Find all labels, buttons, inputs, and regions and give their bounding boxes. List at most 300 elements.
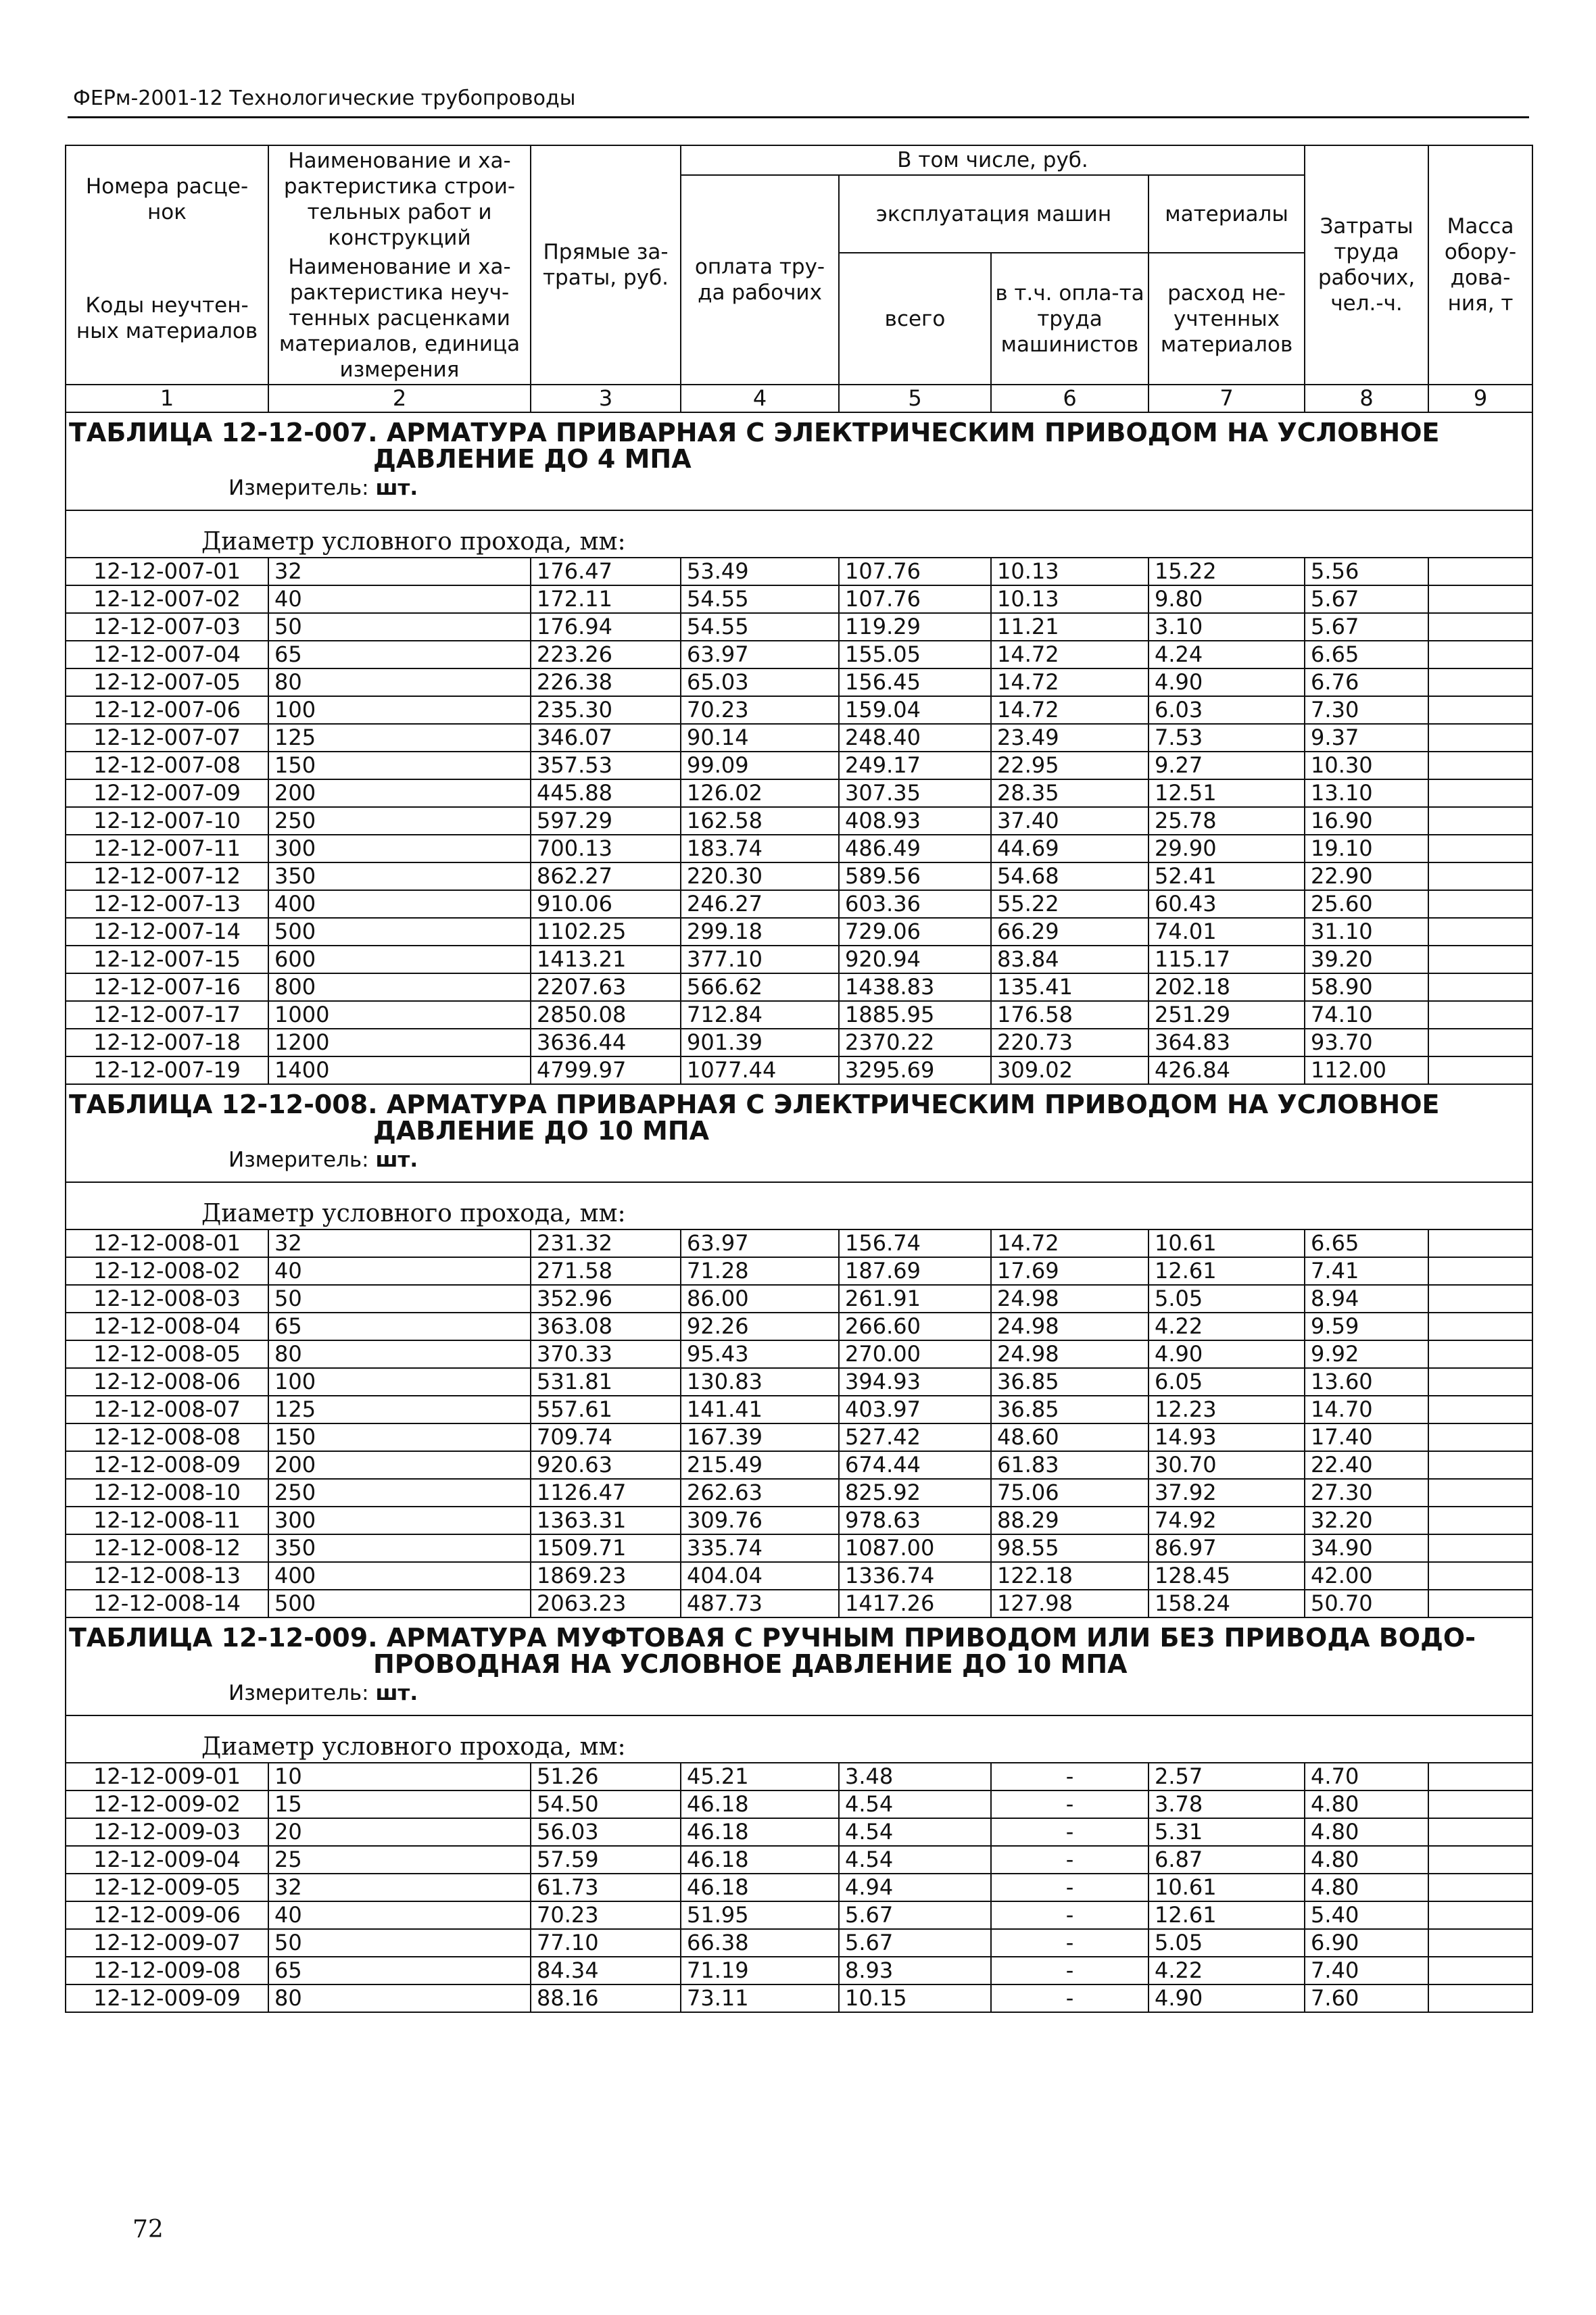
table-row — [66, 1590, 1532, 1617]
worker-wages: 45.21 — [681, 1763, 839, 1790]
rate-code: 12-12-008-02 — [66, 1257, 268, 1285]
material-consumption: 4.90 — [1148, 668, 1305, 696]
worker-wages: 487.73 — [681, 1590, 839, 1617]
direct-costs: 56.03 — [531, 1818, 681, 1846]
table-row — [66, 918, 1532, 946]
equipment-mass — [1428, 862, 1532, 890]
machines-total: 156.74 — [839, 1229, 991, 1257]
nominal-diameter: 40 — [268, 585, 531, 613]
column-number: 1 — [66, 385, 268, 412]
labor-hours: 74.10 — [1305, 1001, 1428, 1029]
table-row — [66, 946, 1532, 973]
table-row — [66, 1790, 1532, 1818]
material-consumption: 202.18 — [1148, 973, 1305, 1001]
equipment-mass — [1428, 946, 1532, 973]
machinist-wages: - — [991, 1957, 1148, 1984]
worker-wages: 141.41 — [681, 1396, 839, 1423]
direct-costs: 3636.44 — [531, 1029, 681, 1056]
machines-total: 5.67 — [839, 1929, 991, 1957]
table-row — [66, 641, 1532, 668]
nominal-diameter: 20 — [268, 1818, 531, 1846]
measure-unit-line — [66, 1679, 1532, 1715]
nominal-diameter: 500 — [268, 1590, 531, 1617]
direct-costs: 61.73 — [531, 1874, 681, 1901]
table-row — [66, 1340, 1532, 1368]
equipment-mass — [1428, 1229, 1532, 1257]
rate-code: 12-12-008-12 — [66, 1534, 268, 1562]
worker-wages: 1077.44 — [681, 1056, 839, 1084]
nominal-diameter: 400 — [268, 890, 531, 918]
nominal-diameter: 25 — [268, 1846, 531, 1874]
rate-code: 12-12-009-08 — [66, 1957, 268, 1984]
direct-costs: 700.13 — [531, 835, 681, 862]
labor-hours: 6.90 — [1305, 1929, 1428, 1957]
machinist-wages: 10.13 — [991, 585, 1148, 613]
machines-total: 156.45 — [839, 668, 991, 696]
machines-total: 119.29 — [839, 613, 991, 641]
direct-costs: 1509.71 — [531, 1534, 681, 1562]
rate-code: 12-12-007-10 — [66, 807, 268, 835]
machines-total: 248.40 — [839, 724, 991, 752]
section-title-line2: ДАВЛЕНИЕ ДО 4 МПА — [373, 444, 692, 474]
machines-total: 4.54 — [839, 1790, 991, 1818]
direct-costs: 910.06 — [531, 890, 681, 918]
material-consumption: 4.22 — [1148, 1957, 1305, 1984]
worker-wages: 73.11 — [681, 1984, 839, 2012]
material-consumption: 115.17 — [1148, 946, 1305, 973]
worker-wages: 126.02 — [681, 779, 839, 807]
measure-unit: шт. — [375, 1681, 418, 1705]
worker-wages: 404.04 — [681, 1562, 839, 1590]
direct-costs: 709.74 — [531, 1423, 681, 1451]
material-consumption: 4.90 — [1148, 1984, 1305, 2012]
machinist-wages: 36.85 — [991, 1368, 1148, 1396]
labor-hours: 13.60 — [1305, 1368, 1428, 1396]
labor-hours: 13.10 — [1305, 779, 1428, 807]
labor-hours: 6.76 — [1305, 668, 1428, 696]
machines-total: 408.93 — [839, 807, 991, 835]
table-row — [66, 890, 1532, 918]
header-materials: материалы — [1148, 175, 1305, 253]
material-consumption: 52.41 — [1148, 862, 1305, 890]
direct-costs: 271.58 — [531, 1257, 681, 1285]
equipment-mass — [1428, 1818, 1532, 1846]
rate-code: 12-12-007-16 — [66, 973, 268, 1001]
direct-costs: 557.61 — [531, 1396, 681, 1423]
nominal-diameter: 50 — [268, 613, 531, 641]
material-consumption: 5.05 — [1148, 1285, 1305, 1313]
table-row — [66, 1957, 1532, 1984]
machines-total: 4.54 — [839, 1818, 991, 1846]
direct-costs: 231.32 — [531, 1229, 681, 1257]
direct-costs: 1363.31 — [531, 1507, 681, 1534]
rate-code: 12-12-007-11 — [66, 835, 268, 862]
machinist-wages: 24.98 — [991, 1340, 1148, 1368]
material-consumption: 4.24 — [1148, 641, 1305, 668]
material-consumption: 10.61 — [1148, 1874, 1305, 1901]
nominal-diameter: 80 — [268, 668, 531, 696]
table-row — [66, 1479, 1532, 1507]
material-consumption: 364.83 — [1148, 1029, 1305, 1056]
nominal-diameter: 65 — [268, 641, 531, 668]
nominal-diameter: 1200 — [268, 1029, 531, 1056]
table-row — [66, 1929, 1532, 1957]
nominal-diameter: 80 — [268, 1340, 531, 1368]
material-consumption: 3.10 — [1148, 613, 1305, 641]
nominal-diameter: 200 — [268, 1451, 531, 1479]
table-row — [66, 1396, 1532, 1423]
equipment-mass — [1428, 890, 1532, 918]
material-consumption: 158.24 — [1148, 1590, 1305, 1617]
equipment-mass — [1428, 1790, 1532, 1818]
direct-costs: 88.16 — [531, 1984, 681, 2012]
table-number: ТАБЛИЦА 12-12-009. — [69, 1623, 378, 1653]
column-numbers-row — [66, 385, 1532, 412]
nominal-diameter: 350 — [268, 862, 531, 890]
rates-table — [65, 145, 1533, 2013]
machines-total: 589.56 — [839, 862, 991, 890]
direct-costs: 352.96 — [531, 1285, 681, 1313]
measure-row — [66, 474, 1532, 510]
measure-label: Измеритель: — [228, 1681, 369, 1705]
material-consumption: 74.01 — [1148, 918, 1305, 946]
machinist-wages: 98.55 — [991, 1534, 1148, 1562]
rate-code: 12-12-007-05 — [66, 668, 268, 696]
nominal-diameter: 100 — [268, 696, 531, 724]
diameter-row — [66, 510, 1532, 558]
material-consumption: 86.97 — [1148, 1534, 1305, 1562]
header-machines: эксплуатация машин — [839, 175, 1148, 253]
equipment-mass — [1428, 1929, 1532, 1957]
worker-wages: 70.23 — [681, 696, 839, 724]
table-row — [66, 1763, 1532, 1790]
machinist-wages: 75.06 — [991, 1479, 1148, 1507]
labor-hours: 7.30 — [1305, 696, 1428, 724]
machines-total: 8.93 — [839, 1957, 991, 1984]
machinist-wages: 127.98 — [991, 1590, 1148, 1617]
machinist-wages: 24.98 — [991, 1285, 1148, 1313]
section-title-line1: АРМАТУРА ПРИВАРНАЯ С ЭЛЕКТРИЧЕСКИМ ПРИВОДОМ НА УСЛОВНОЕ — [386, 418, 1440, 447]
machines-total: 107.76 — [839, 558, 991, 585]
machines-total: 270.00 — [839, 1340, 991, 1368]
material-consumption: 12.51 — [1148, 779, 1305, 807]
machinist-wages: 17.69 — [991, 1257, 1148, 1285]
rate-code: 12-12-009-03 — [66, 1818, 268, 1846]
machinist-wages: 54.68 — [991, 862, 1148, 890]
header-including: В том числе, руб. — [681, 145, 1305, 175]
worker-wages: 46.18 — [681, 1790, 839, 1818]
direct-costs: 4799.97 — [531, 1056, 681, 1084]
equipment-mass — [1428, 1479, 1532, 1507]
machinist-wages: 14.72 — [991, 641, 1148, 668]
rate-code: 12-12-007-18 — [66, 1029, 268, 1056]
worker-wages: 130.83 — [681, 1368, 839, 1396]
diameter-row — [66, 1182, 1532, 1229]
machinist-wages: 23.49 — [991, 724, 1148, 752]
labor-hours: 6.65 — [1305, 1229, 1428, 1257]
direct-costs: 1413.21 — [531, 946, 681, 973]
rate-code: 12-12-009-09 — [66, 1984, 268, 2012]
column-number: 4 — [681, 385, 839, 412]
machinist-wages: 135.41 — [991, 973, 1148, 1001]
worker-wages: 71.19 — [681, 1957, 839, 1984]
direct-costs: 51.26 — [531, 1763, 681, 1790]
table-row — [66, 779, 1532, 807]
diameter-label: Диаметр условного прохода, мм: — [66, 1182, 1532, 1229]
material-consumption: 29.90 — [1148, 835, 1305, 862]
worker-wages: 65.03 — [681, 668, 839, 696]
direct-costs: 1126.47 — [531, 1479, 681, 1507]
machines-total: 4.94 — [839, 1874, 991, 1901]
machines-total: 1087.00 — [839, 1534, 991, 1562]
worker-wages: 86.00 — [681, 1285, 839, 1313]
nominal-diameter: 600 — [268, 946, 531, 973]
machinist-wages: - — [991, 1846, 1148, 1874]
header-mass: Масса обору-дова-ния, т — [1428, 145, 1532, 385]
material-consumption: 9.27 — [1148, 752, 1305, 779]
equipment-mass — [1428, 1029, 1532, 1056]
material-consumption: 6.87 — [1148, 1846, 1305, 1874]
machines-total: 5.67 — [839, 1901, 991, 1929]
table-row — [66, 1368, 1532, 1396]
machines-total: 1438.83 — [839, 973, 991, 1001]
direct-costs: 70.23 — [531, 1901, 681, 1929]
nominal-diameter: 300 — [268, 835, 531, 862]
diameter-label: Диаметр условного прохода, мм: — [66, 1715, 1532, 1763]
labor-hours: 22.90 — [1305, 862, 1428, 890]
worker-wages: 46.18 — [681, 1846, 839, 1874]
rate-code: 12-12-009-04 — [66, 1846, 268, 1874]
direct-costs: 176.47 — [531, 558, 681, 585]
machinist-wages: - — [991, 1763, 1148, 1790]
nominal-diameter: 200 — [268, 779, 531, 807]
table-row — [66, 1534, 1532, 1562]
worker-wages: 309.76 — [681, 1507, 839, 1534]
header-wages: оплата тру-да рабочих — [681, 175, 839, 385]
rate-code: 12-12-007-01 — [66, 558, 268, 585]
material-consumption: 25.78 — [1148, 807, 1305, 835]
direct-costs: 1869.23 — [531, 1562, 681, 1590]
table-row — [66, 1257, 1532, 1285]
labor-hours: 58.90 — [1305, 973, 1428, 1001]
header-machines-total: всего — [839, 253, 991, 385]
nominal-diameter: 100 — [268, 1368, 531, 1396]
nominal-diameter: 32 — [268, 558, 531, 585]
machines-total: 403.97 — [839, 1396, 991, 1423]
nominal-diameter: 15 — [268, 1790, 531, 1818]
worker-wages: 246.27 — [681, 890, 839, 918]
rate-code: 12-12-009-02 — [66, 1790, 268, 1818]
equipment-mass — [1428, 1901, 1532, 1929]
machinist-wages: 44.69 — [991, 835, 1148, 862]
material-consumption: 37.92 — [1148, 1479, 1305, 1507]
nominal-diameter: 300 — [268, 1507, 531, 1534]
labor-hours: 4.70 — [1305, 1763, 1428, 1790]
nominal-diameter: 10 — [268, 1763, 531, 1790]
labor-hours: 4.80 — [1305, 1790, 1428, 1818]
equipment-mass — [1428, 835, 1532, 862]
nominal-diameter: 400 — [268, 1562, 531, 1590]
material-consumption: 74.92 — [1148, 1507, 1305, 1534]
worker-wages: 92.26 — [681, 1313, 839, 1340]
page-number: 72 — [132, 2216, 164, 2243]
equipment-mass — [1428, 1590, 1532, 1617]
section-title — [66, 1617, 1532, 1679]
labor-hours: 5.56 — [1305, 558, 1428, 585]
rate-code: 12-12-007-09 — [66, 779, 268, 807]
labor-hours: 31.10 — [1305, 918, 1428, 946]
section-title-line1: АРМАТУРА ПРИВАРНАЯ С ЭЛЕКТРИЧЕСКИМ ПРИВОДОМ НА УСЛОВНОЕ — [386, 1090, 1440, 1119]
nominal-diameter: 40 — [268, 1257, 531, 1285]
nominal-diameter: 50 — [268, 1285, 531, 1313]
labor-hours: 9.37 — [1305, 724, 1428, 752]
rate-code: 12-12-008-03 — [66, 1285, 268, 1313]
machinist-wages: 37.40 — [991, 807, 1148, 835]
material-consumption: 5.05 — [1148, 1929, 1305, 1957]
section-title-line1: АРМАТУРА МУФТОВАЯ С РУЧНЫМ ПРИВОДОМ ИЛИ БЕЗ ПРИВОДА ВОДО- — [386, 1623, 1476, 1653]
table-row — [66, 1056, 1532, 1084]
rate-code: 12-12-009-01 — [66, 1763, 268, 1790]
machines-total: 729.06 — [839, 918, 991, 946]
material-consumption: 12.61 — [1148, 1901, 1305, 1929]
labor-hours: 4.80 — [1305, 1846, 1428, 1874]
nominal-diameter: 65 — [268, 1313, 531, 1340]
machinist-wages: 48.60 — [991, 1423, 1148, 1451]
material-consumption: 3.78 — [1148, 1790, 1305, 1818]
material-consumption: 6.03 — [1148, 696, 1305, 724]
rate-code: 12-12-007-06 — [66, 696, 268, 724]
section-title — [66, 412, 1532, 474]
column-number: 8 — [1305, 385, 1428, 412]
worker-wages: 262.63 — [681, 1479, 839, 1507]
direct-costs: 172.11 — [531, 585, 681, 613]
rate-code: 12-12-009-05 — [66, 1874, 268, 1901]
table-row — [66, 862, 1532, 890]
material-consumption: 2.57 — [1148, 1763, 1305, 1790]
table-row — [66, 1451, 1532, 1479]
diameter-row — [66, 1715, 1532, 1763]
header-labor: Затраты труда рабочих, чел.-ч. — [1305, 145, 1428, 385]
section-title-row — [66, 1617, 1532, 1679]
table-row — [66, 558, 1532, 585]
measure-row — [66, 1146, 1532, 1182]
table-row — [66, 752, 1532, 779]
machinist-wages: - — [991, 1818, 1148, 1846]
rate-code: 12-12-007-14 — [66, 918, 268, 946]
equipment-mass — [1428, 918, 1532, 946]
table-row — [66, 1001, 1532, 1029]
direct-costs: 223.26 — [531, 641, 681, 668]
rate-code: 12-12-008-06 — [66, 1368, 268, 1396]
rate-code: 12-12-008-14 — [66, 1590, 268, 1617]
equipment-mass — [1428, 1874, 1532, 1901]
material-consumption: 12.23 — [1148, 1396, 1305, 1423]
equipment-mass — [1428, 1368, 1532, 1396]
machinist-wages: 14.72 — [991, 696, 1148, 724]
equipment-mass — [1428, 724, 1532, 752]
material-consumption: 251.29 — [1148, 1001, 1305, 1029]
direct-costs: 77.10 — [531, 1929, 681, 1957]
material-consumption: 4.90 — [1148, 1340, 1305, 1368]
labor-hours: 16.90 — [1305, 807, 1428, 835]
table-row — [66, 1229, 1532, 1257]
worker-wages: 46.18 — [681, 1818, 839, 1846]
machines-total: 603.36 — [839, 890, 991, 918]
machinist-wages: 55.22 — [991, 890, 1148, 918]
machines-total: 266.60 — [839, 1313, 991, 1340]
worker-wages: 566.62 — [681, 973, 839, 1001]
labor-hours: 5.67 — [1305, 613, 1428, 641]
machines-total: 159.04 — [839, 696, 991, 724]
nominal-diameter: 65 — [268, 1957, 531, 1984]
nominal-diameter: 125 — [268, 724, 531, 752]
column-number: 6 — [991, 385, 1148, 412]
equipment-mass — [1428, 1257, 1532, 1285]
worker-wages: 51.95 — [681, 1901, 839, 1929]
labor-hours: 4.80 — [1305, 1874, 1428, 1901]
machinist-wages: 88.29 — [991, 1507, 1148, 1534]
machines-total: 1885.95 — [839, 1001, 991, 1029]
labor-hours: 6.65 — [1305, 641, 1428, 668]
header-material-consumption: расход не-учтенных материалов — [1148, 253, 1305, 385]
machinist-wages: 28.35 — [991, 779, 1148, 807]
table-row — [66, 1818, 1532, 1846]
direct-costs: 2207.63 — [531, 973, 681, 1001]
equipment-mass — [1428, 1396, 1532, 1423]
worker-wages: 901.39 — [681, 1029, 839, 1056]
section-title-line2: ПРОВОДНАЯ НА УСЛОВНОЕ ДАВЛЕНИЕ ДО 10 МПА — [373, 1649, 1128, 1679]
nominal-diameter: 1400 — [268, 1056, 531, 1084]
labor-hours: 5.40 — [1305, 1901, 1428, 1929]
rate-code: 12-12-008-04 — [66, 1313, 268, 1340]
direct-costs: 920.63 — [531, 1451, 681, 1479]
machinist-wages: 10.13 — [991, 558, 1148, 585]
direct-costs: 363.08 — [531, 1313, 681, 1340]
table-number: ТАБЛИЦА 12-12-007. — [69, 418, 378, 447]
equipment-mass — [1428, 1423, 1532, 1451]
equipment-mass — [1428, 1957, 1532, 1984]
labor-hours: 39.20 — [1305, 946, 1428, 973]
worker-wages: 53.49 — [681, 558, 839, 585]
direct-costs: 226.38 — [531, 668, 681, 696]
table-row — [66, 835, 1532, 862]
material-consumption: 9.80 — [1148, 585, 1305, 613]
rate-code: 12-12-007-08 — [66, 752, 268, 779]
equipment-mass — [1428, 1313, 1532, 1340]
header-material-codes: Коды неучтен-ных материалов — [66, 253, 268, 385]
machines-total: 825.92 — [839, 1479, 991, 1507]
direct-costs: 597.29 — [531, 807, 681, 835]
nominal-diameter: 500 — [268, 918, 531, 946]
labor-hours: 32.20 — [1305, 1507, 1428, 1534]
labor-hours: 27.30 — [1305, 1479, 1428, 1507]
header-rate-numbers: Номера расце-нок — [66, 145, 268, 253]
table-row — [66, 1285, 1532, 1313]
direct-costs: 531.81 — [531, 1368, 681, 1396]
nominal-diameter: 250 — [268, 1479, 531, 1507]
material-consumption: 10.61 — [1148, 1229, 1305, 1257]
equipment-mass — [1428, 1846, 1532, 1874]
nominal-diameter: 1000 — [268, 1001, 531, 1029]
table-row — [66, 724, 1532, 752]
labor-hours: 50.70 — [1305, 1590, 1428, 1617]
equipment-mass — [1428, 558, 1532, 585]
equipment-mass — [1428, 1001, 1532, 1029]
equipment-mass — [1428, 1534, 1532, 1562]
labor-hours: 9.59 — [1305, 1313, 1428, 1340]
direct-costs: 2063.23 — [531, 1590, 681, 1617]
rate-code: 12-12-008-07 — [66, 1396, 268, 1423]
